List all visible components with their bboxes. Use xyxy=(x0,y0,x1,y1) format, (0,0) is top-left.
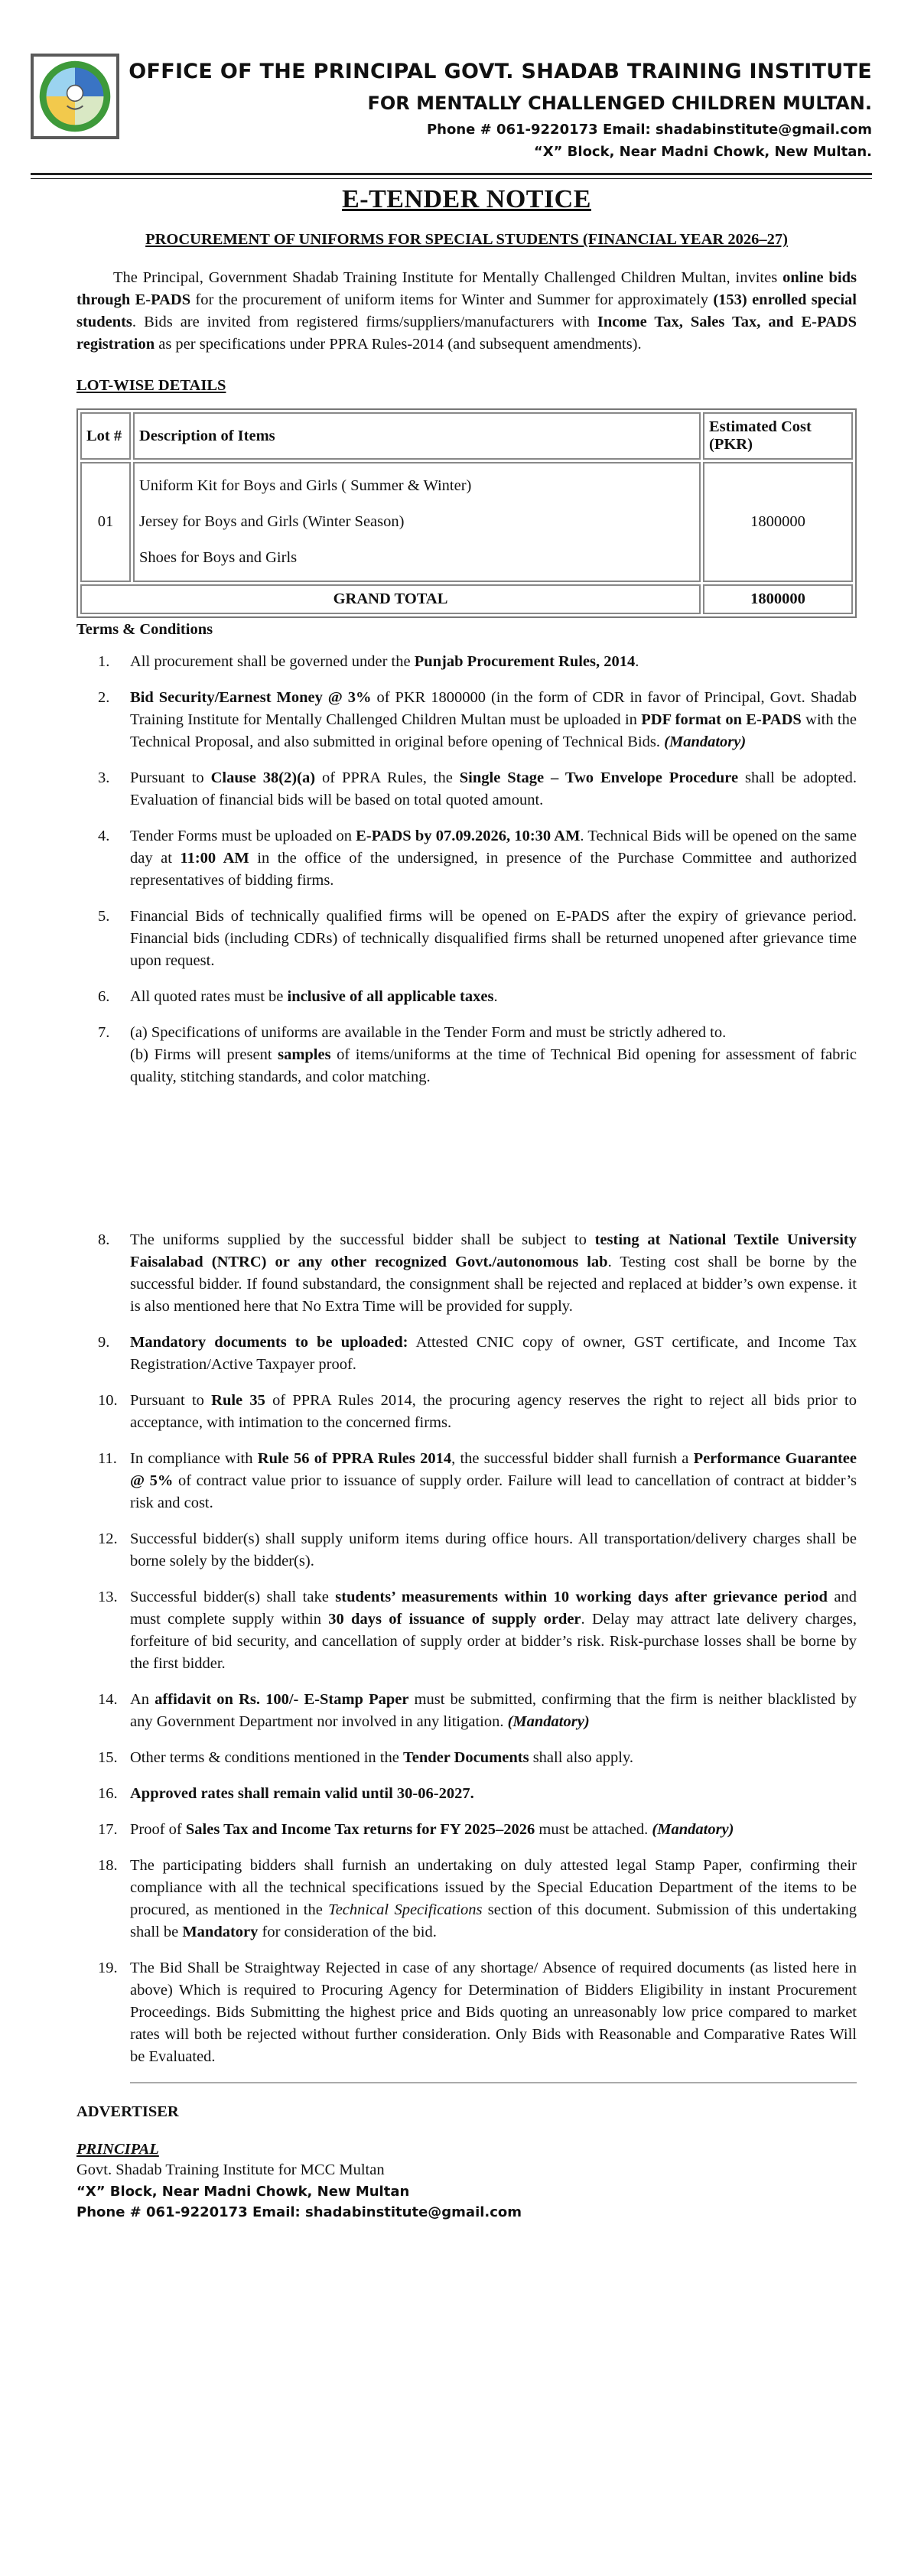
item-line: Shoes for Boys and Girls xyxy=(139,549,298,566)
lot-heading: LOT-WISE DETAILS xyxy=(76,377,226,394)
lot-table xyxy=(76,408,857,618)
table-header-row xyxy=(80,412,853,460)
advertiser-contact: Phone # 061-9220173 Email: shadabinstitute@gmail.com xyxy=(76,2204,522,2220)
office-contact: Phone # 061-9220173 Email: shadabinstitute@gmail.com xyxy=(426,122,872,138)
term-item: 2. Bid Security/Earnest Money @ 3% of PKR 1800000 (in the form of CDR in favor of Principal, Govt. Shadab Training Institute for Mentally Challenged Children Multan must be uploaded in PDF format on E-PADS with the Technical Proposal, and also submitted in original before opening of Technical Bids. (Mandatory) xyxy=(98,689,857,750)
term-item: 17. Proof of Sales Tax and Income Tax returns for FY 2025–2026 must be attached. (Mandatory) xyxy=(98,1821,734,1838)
term-item: 16. Approved rates shall remain valid until 30-06-2027. xyxy=(98,1785,474,1802)
term-item: 14. An affidavit on Rs. 100/- E-Stamp Paper must be submitted, confirming that the firm is neither blacklisted by any Government Department nor involved in any litigation. (Mandatory) xyxy=(98,1691,857,1730)
letterhead-text xyxy=(129,60,872,160)
advertiser-address: “X” Block, Near Madni Chowk, New Multan xyxy=(76,2184,410,2200)
intro-paragraph: The Principal, Government Shadab Training Institute for Mentally Challenged Children Multan, invites online bids through E-PADS for the procurement of uniform items for Winter and Summer for approximately (153) enrolled special students. Bids are invited from registered firms/suppliers/manufacturers with Income Tax, Sales Tax, and E-PADS registration as per specifications under PPRA Rules-2014 (and subsequent amendments). xyxy=(76,269,857,353)
terms-list-continued xyxy=(76,1229,857,2068)
grand-total-row xyxy=(80,584,853,614)
terms-end-divider xyxy=(130,2082,857,2083)
page-break-space xyxy=(76,1102,857,1217)
term-item: 3. Pursuant to Clause 38(2)(a) of PPRA Rules, the Single Stage – Two Envelope Procedure shall be adopted. Evaluation of financial bids will be based on total quoted amount. xyxy=(98,769,857,808)
advertiser-heading: ADVERTISER xyxy=(76,2103,179,2120)
term-item: 6. All quoted rates must be inclusive of all applicable taxes. xyxy=(98,988,498,1005)
term-item: 13. Successful bidder(s) shall take students’ measurements within 10 working days after grievance period and must complete supply within 30 days of issuance of supply order. Delay may attract late delivery charges, forfeiture of bid security, and cancellation of supply order at bidder’s risk. Risk-purchase losses shall be borne by the first bidder. xyxy=(98,1589,857,1672)
grand-total-value: 1800000 xyxy=(703,584,853,614)
terms-list xyxy=(76,651,857,1088)
principal-label: PRINCIPAL xyxy=(76,2141,159,2158)
logo-emblem-icon xyxy=(34,57,116,136)
term-item: 19. The Bid Shall be Straightway Rejected in case of any shortage/ Absence of required documents (as listed here in above) Which is required to Procuring Agency for Determination of Bidders Eligibility in instant Procurement Proceedings. Bids Submitting the highest price and Bids quoting an unreasonably low price compared to market rates will both be rejected without further consideration. Only Bids with Reasonable and Comparative Rates Will be Evaluated. xyxy=(98,1960,857,2065)
document-page xyxy=(76,47,872,2220)
term-item: 18. The participating bidders shall furnish an undertaking on duly attested legal Stamp Paper, confirming their compliance with all the technical specifications issued by the Special Education Department of the items to be procured, as mentioned in the Technical Specifications section of this document. Submission of this undertaking shall be Mandatory for consideration of the bid. xyxy=(98,1857,857,1940)
grand-total-label: GRAND TOTAL xyxy=(80,584,701,614)
term-item: 5. Financial Bids of technically qualified firms will be opened on E-PADS after the expiry of grievance period. Financial bids (including CDRs) of technically disqualified firms shall be returned unopened after grievance time upon request. xyxy=(98,908,857,969)
page-subtitle: PROCUREMENT OF UNIFORMS FOR SPECIAL STUDENTS (FINANCIAL YEAR 2026–27) xyxy=(145,231,788,248)
term-item: 12. Successful bidder(s) shall supply uniform items during office hours. All transportation/delivery charges shall be borne solely by the bidder(s). xyxy=(98,1530,857,1569)
cell-items xyxy=(133,462,701,582)
term-item: 15. Other terms & conditions mentioned in the Tender Documents shall also apply. xyxy=(98,1749,634,1766)
header-lot: Lot # xyxy=(80,412,131,460)
item-line: Jersey for Boys and Girls (Winter Season) xyxy=(139,513,405,530)
header-cost: Estimated Cost (PKR) xyxy=(703,412,853,460)
term-item: 9. Mandatory documents to be uploaded: Attested CNIC copy of owner, GST certificate, and Income Tax Registration/Active Taxpayer proof. xyxy=(98,1334,857,1373)
letterhead xyxy=(76,47,872,160)
cell-cost: 1800000 xyxy=(703,462,853,582)
terms-heading: Terms & Conditions xyxy=(76,621,213,638)
office-address: “X” Block, Near Madni Chowk, New Multan. xyxy=(533,144,872,160)
cell-lot: 01 xyxy=(80,462,131,582)
institute-logo xyxy=(31,54,119,139)
header-description: Description of Items xyxy=(133,412,701,460)
office-title: OFFICE OF THE PRINCIPAL GOVT. SHADAB TRAINING INSTITUTE xyxy=(129,60,872,83)
page-title: E-TENDER NOTICE xyxy=(342,185,591,213)
office-subtitle: FOR MENTALLY CHALLENGED CHILDREN MULTAN. xyxy=(367,93,872,114)
term-item: 11. In compliance with Rule 56 of PPRA Rules 2014, the successful bidder shall furnish a Performance Guarantee @ 5% of contract value prior to issuance of supply order. Failure will lead to cancellation of contract at bidder’s risk and cost. xyxy=(98,1450,857,1511)
term-item: 8. The uniforms supplied by the successful bidder shall be subject to testing at National Textile University Faisalabad (NTRC) or any other recognized Govt./autonomous lab. Testing cost shall be borne by the successful bidder. If found substandard, the consignment shall be rejected and replaced at bidder’s own expense. it is also mentioned here that No Extra Time will be provided for supply. xyxy=(98,1231,857,1315)
advertiser-institute: Govt. Shadab Training Institute for MCC Multan xyxy=(76,2161,385,2178)
term-item: 4. Tender Forms must be uploaded on E-PADS by 07.09.2026, 10:30 AM. Technical Bids will be opened on the same day at 11:00 AM in the office of the undersigned, in presence of the Purchase Committee and authorized representatives of bidding firms. xyxy=(98,828,857,889)
term-item: 10. Pursuant to Rule 35 of PPRA Rules 2014, the procuring agency reserves the right to reject all bids prior to acceptance, with intimation to the concerned firms. xyxy=(98,1392,857,1431)
table-row xyxy=(80,462,853,582)
term-item: 7. (a) Specifications of uniforms are available in the Tender Form and must be strictly adhered to. (b) Firms will present samples of items/uniforms at the time of Technical Bid opening for assessment of fabric quality, stitching standards, and color matching. xyxy=(98,1024,857,1085)
term-item: 1. All procurement shall be governed under the Punjab Procurement Rules, 2014. xyxy=(98,653,639,670)
item-line: Uniform Kit for Boys and Girls ( Summer & Winter) xyxy=(139,477,472,494)
header-divider xyxy=(31,173,872,179)
